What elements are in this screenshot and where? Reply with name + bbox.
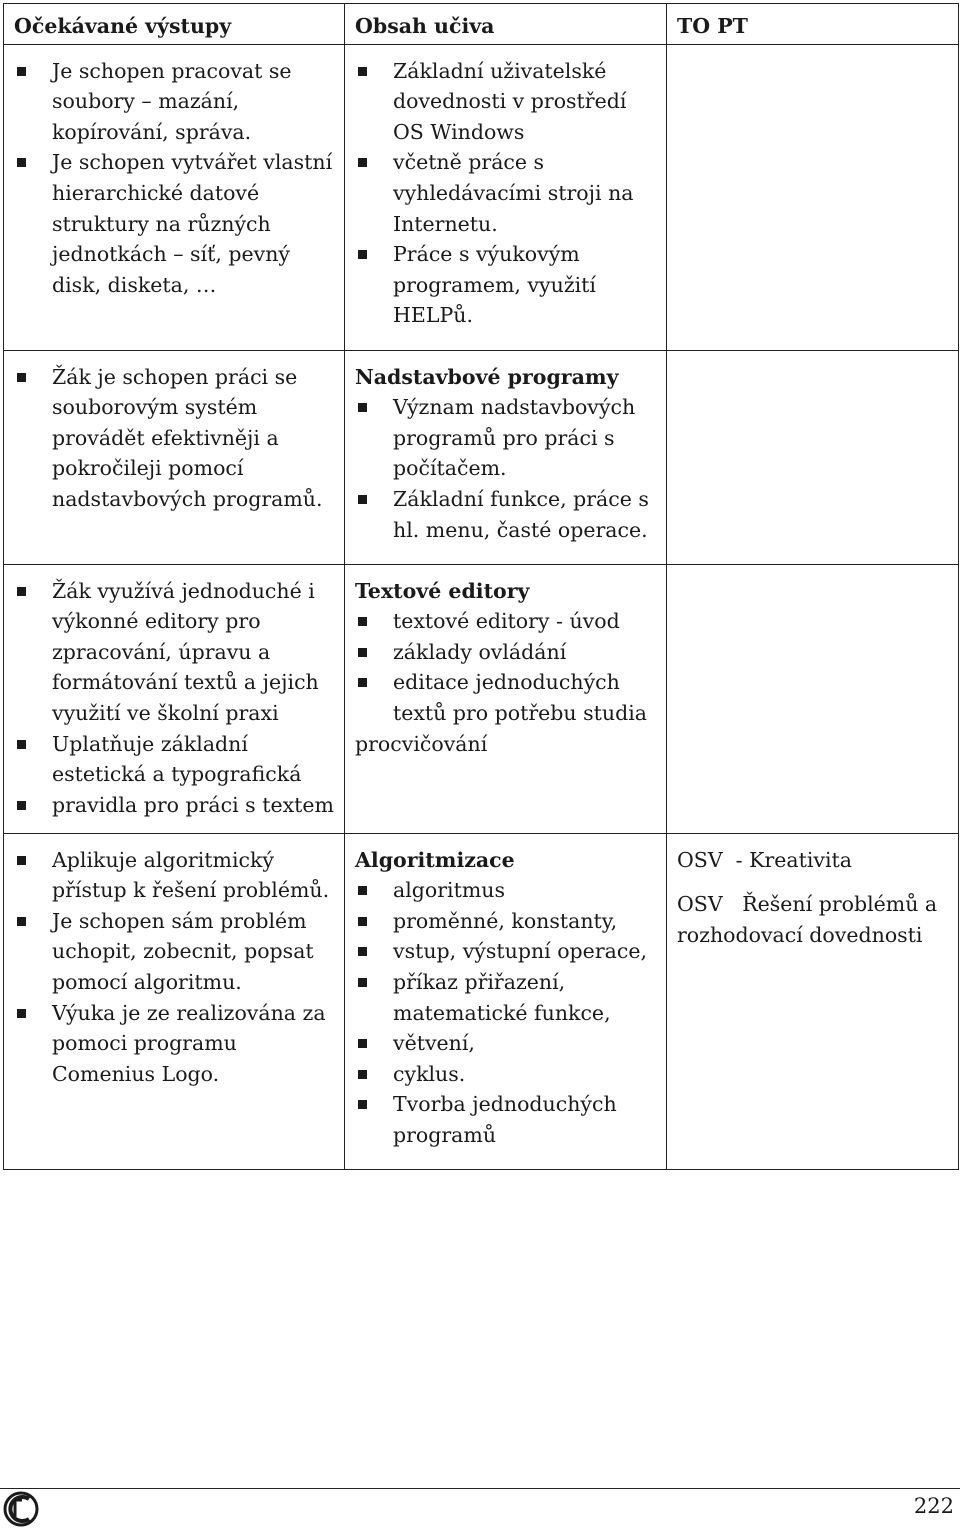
list-item: editace jednoduchých textů pro potřebu studia (355, 667, 656, 728)
list-item: Aplikuje algoritmický přístup k řešení problémů. (14, 845, 334, 906)
list-item: větvení, (355, 1028, 656, 1059)
list-item: Základní uživatelské dovednosti v prostředí OS Windows (355, 56, 656, 148)
content-plain-text: procvičování (355, 731, 488, 756)
list-item: včetně práce s vyhledávacími stroji na Internetu. (355, 147, 656, 239)
content-heading: Textové editory (355, 578, 530, 603)
header-content: Obsah učiva (345, 4, 667, 45)
outcomes-cell (4, 564, 345, 833)
table-row (4, 44, 959, 350)
topics-cell (667, 833, 959, 1169)
list-item: Tvorba jednoduchých programů (355, 1089, 656, 1150)
content-cell (345, 44, 667, 350)
list-item: Žák je schopen práci se souborovým systém provádět efektivněji a pokročileji pomocí nadstavbových programů. (14, 362, 334, 515)
page-number: 222 (913, 1494, 954, 1518)
topics-cell (667, 44, 959, 350)
footer-divider (0, 1488, 960, 1489)
outcomes-list (14, 845, 334, 1090)
header-row (4, 4, 959, 45)
outcomes-cell (4, 833, 345, 1169)
list-item: Je schopen pracovat se soubory – mazání, kopírování, správa. (14, 56, 334, 148)
list-item: textové editory - úvod (355, 606, 656, 637)
content-list (355, 875, 656, 1150)
list-item: příkaz přiřazení, matematické funkce, (355, 967, 656, 1028)
outcomes-list (14, 576, 334, 821)
content-list (355, 606, 656, 728)
list-item: cyklus. (355, 1059, 656, 1090)
list-item: proměnné, konstanty, (355, 906, 656, 937)
table-row (4, 833, 959, 1169)
list-item: Je schopen sám problém uchopit, zobecnit, popsat pomocí algoritmu. (14, 906, 334, 998)
topics-cell (667, 350, 959, 564)
publisher-logo-icon (2, 1490, 40, 1528)
cross-topic-osv-creativity: OSV - Kreativita (677, 847, 852, 872)
list-item: Výuka je ze realizována za pomoci programu Comenius Logo. (14, 998, 334, 1090)
list-item: pravidla pro práci s textem (14, 790, 334, 821)
outcomes-cell (4, 44, 345, 350)
content-cell (345, 833, 667, 1169)
content-list (355, 392, 656, 545)
list-item: základy ovládání (355, 637, 656, 668)
table-row (4, 564, 959, 833)
curriculum-table (3, 3, 959, 1170)
cross-topic-osv-problem-solving: OSV Řešení problémů a rozhodovací dovednosti (677, 892, 944, 947)
header-outcomes: Očekávané výstupy (4, 4, 345, 45)
table-row (4, 350, 959, 564)
list-item: Práce s výukovým programem, využití HELPů. (355, 239, 656, 331)
list-item: vstup, výstupní operace, (355, 936, 656, 967)
content-list (355, 56, 656, 331)
outcomes-cell (4, 350, 345, 564)
list-item: Význam nadstavbových programů pro práci s počítačem. (355, 392, 656, 484)
outcomes-list (14, 56, 334, 301)
header-topics: TO PT (667, 4, 959, 45)
list-item: Uplatňuje základní estetická a typografická (14, 729, 334, 790)
list-item: Žák využívá jednoduché i výkonné editory pro zpracování, úpravu a formátování textů a jejich využití ve školní praxi (14, 576, 334, 729)
content-cell (345, 350, 667, 564)
list-item: algoritmus (355, 875, 656, 906)
content-cell (345, 564, 667, 833)
list-item: Základní funkce, práce s hl. menu, časté operace. (355, 484, 656, 545)
list-item: Je schopen vytvářet vlastní hierarchické datové struktury na různých jednotkách – síť, pevný disk, disketa, … (14, 147, 334, 300)
content-heading: Nadstavbové programy (355, 364, 619, 389)
content-heading: Algoritmizace (355, 847, 515, 872)
topics-cell (667, 564, 959, 833)
outcomes-list (14, 362, 334, 515)
